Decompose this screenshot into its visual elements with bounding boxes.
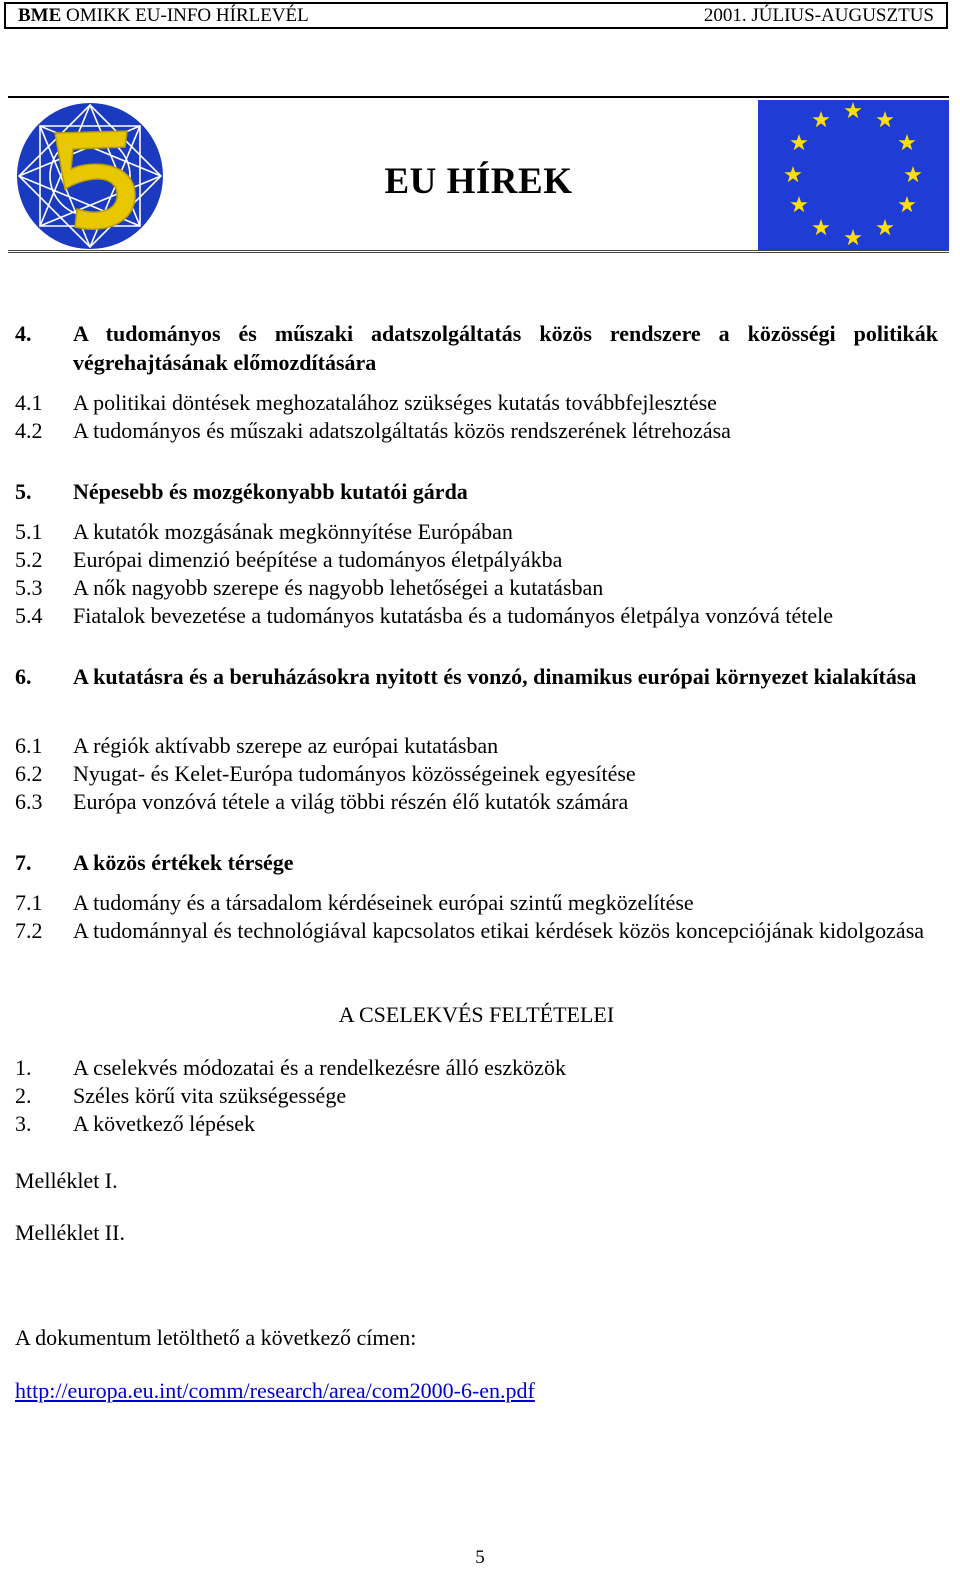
- conditions-item-3: [15, 1110, 938, 1139]
- toc-item-7-2: [15, 917, 938, 946]
- conditions-item-1: [15, 1054, 938, 1083]
- toc-item-6-1: [15, 732, 938, 761]
- conditions-number: 1.: [15, 1055, 32, 1080]
- toc-item-5-1: [15, 518, 938, 547]
- toc-title: Európa vonzóvá tétele a világ többi részén élő kutatók számára: [73, 789, 629, 814]
- toc-number: 5.4: [15, 603, 43, 628]
- toc-number: 6.3: [15, 789, 43, 814]
- toc-title: A kutatók mozgásának megkönnyítése Európában: [73, 519, 513, 544]
- toc-item-6: [15, 663, 938, 692]
- toc-title: A közös értékek térsége: [73, 850, 294, 875]
- toc-title: A nők nagyobb szerepe és nagyobb lehetőségei a kutatásban: [73, 575, 604, 600]
- toc-title: A tudományos és műszaki adatszolgáltatás közös rendszere a közösségi politikák végrehajtásának előmozdítására: [73, 321, 938, 375]
- annex-2: Melléklet II.: [15, 1220, 125, 1245]
- download-label: A dokumentum letölthető a következő címen:: [15, 1325, 417, 1350]
- annex-1: Melléklet I.: [15, 1168, 118, 1193]
- toc-number: 7.2: [15, 918, 43, 943]
- conditions-title: A következő lépések: [73, 1111, 256, 1136]
- toc-number: 4.: [15, 321, 32, 346]
- conditions-heading: A CSELEKVÉS FELTÉTELEI: [338, 1002, 615, 1027]
- toc-item-4-1: [15, 389, 938, 418]
- toc-title: A politikai döntések meghozatalához szükséges kutatás továbbfejlesztése: [73, 390, 717, 415]
- conditions-title: A cselekvés módozatai és a rendelkezésre álló eszközök: [73, 1055, 566, 1080]
- toc-number: 7.: [15, 850, 32, 875]
- banner: [8, 96, 949, 258]
- conditions-item-2: [15, 1082, 938, 1111]
- toc-item-5-2: [15, 546, 938, 575]
- toc-title: Európai dimenzió beépítése a tudományos életpályákba: [73, 547, 563, 572]
- toc-item-5-4: [15, 602, 938, 631]
- toc-title: Fiatalok bevezetése a tudományos kutatásba és a tudományos életpálya vonzóvá tétele: [73, 603, 833, 628]
- toc-number: 6.2: [15, 761, 43, 786]
- toc-number: 5.1: [15, 519, 43, 544]
- header-right: 2001. JÚLIUS-AUGUSZTUS: [703, 4, 934, 26]
- toc-item-6-3: [15, 788, 938, 817]
- banner-rule: [8, 250, 949, 253]
- toc-title: A tudománnyal és technológiával kapcsolatos etikai kérdések közös koncepciójának kidolgozása: [73, 918, 925, 943]
- toc-number: 4.2: [15, 418, 43, 443]
- toc-number: 5.: [15, 479, 32, 504]
- toc-item-5-3: [15, 574, 938, 603]
- toc-item-7: [15, 849, 938, 878]
- page-number: 5: [475, 1547, 485, 1568]
- toc-title: A tudomány és a társadalom kérdéseinek európai szintű megközelítése: [73, 890, 694, 915]
- toc-title: Nyugat- és Kelet-Európa tudományos közösségeinek egyesítése: [73, 761, 636, 786]
- toc-title: A tudományos és műszaki adatszolgáltatás közös rendszerének létrehozása: [73, 418, 731, 443]
- toc-number: 5.3: [15, 575, 43, 600]
- header-left-bold: BME: [18, 4, 62, 26]
- header-left: [18, 5, 309, 27]
- toc-item-6-2: [15, 760, 938, 789]
- toc-title: A kutatásra és a beruházásokra nyitott és vonzó, dinamikus európai környezet kialakítása: [73, 664, 917, 689]
- toc-item-7-1: [15, 889, 938, 918]
- toc-item-4-2: [15, 417, 938, 446]
- banner-title: EU HÍREK: [384, 161, 573, 202]
- eu-flag-icon: [758, 100, 949, 251]
- header-left-rest: OMIKK EU-INFO HÍRLEVÉL: [66, 4, 309, 26]
- conditions-number: 2.: [15, 1083, 32, 1108]
- toc-number: 7.1: [15, 890, 43, 915]
- conditions-title: Széles körű vita szükségessége: [73, 1083, 347, 1108]
- toc-title: Népesebb és mozgékonyabb kutatói gárda: [73, 479, 468, 504]
- toc-title: A régiók aktívabb szerepe az európai kutatásban: [73, 733, 499, 758]
- conditions-number: 3.: [15, 1111, 32, 1136]
- toc-number: 6.: [15, 664, 32, 689]
- running-header: [4, 2, 948, 29]
- download-link[interactable]: http://europa.eu.int/comm/research/area/com2000-6-en.pdf: [15, 1378, 535, 1403]
- toc-item-5: [15, 478, 938, 507]
- toc-number: 6.1: [15, 733, 43, 758]
- toc-number: 4.1: [15, 390, 43, 415]
- toc-item-4: [15, 320, 938, 377]
- toc-number: 5.2: [15, 547, 43, 572]
